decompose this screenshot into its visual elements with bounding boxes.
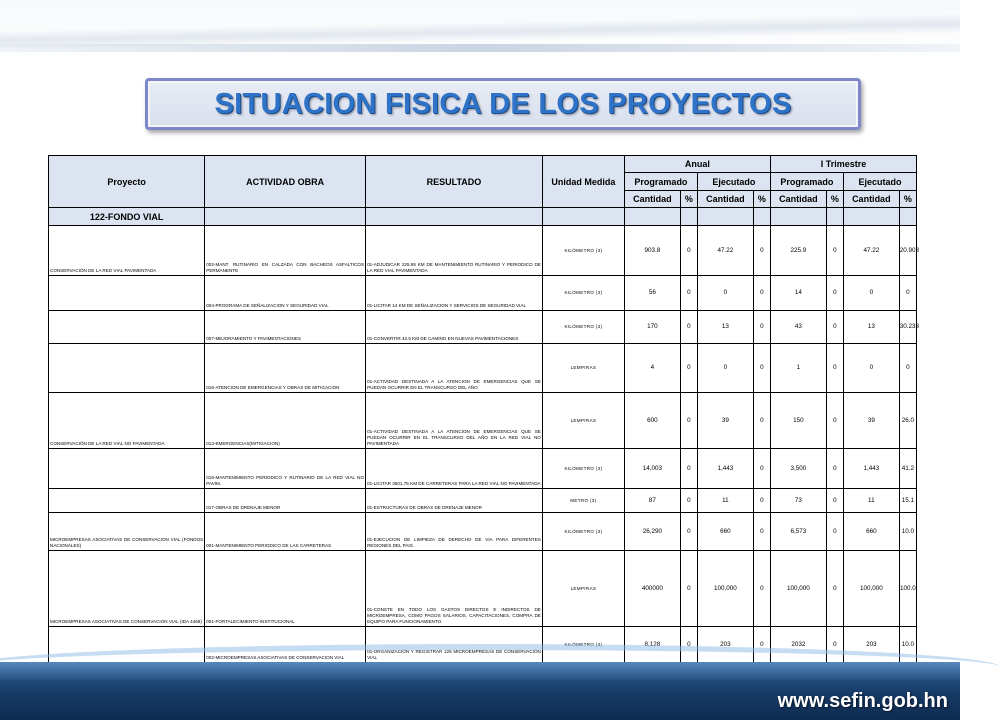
cell-trim-prog-pct: 0 [826,344,843,393]
cell-anual-prog-cantidad: 56 [624,276,680,311]
cell-trim-ejec-pct: 26.0 [899,393,916,449]
header-proyecto: Proyecto [49,156,205,208]
table-row [49,449,917,489]
cell-resultado: 01-ACTIVIDAD DESTINADA A LA ATENCION DE EMERGENCIAS QUE SE PUEDAN OCURRIR EN EL TRANSCURSO DEL AÑO [366,344,543,393]
header-cantidad: Cantidad [770,191,826,208]
cell-anual-prog-cantidad: 600 [624,393,680,449]
cell-unidad: KILÓMETRO (3) [542,627,624,663]
cell-anual-prog-pct: 0 [680,489,697,513]
cell-resultado: 01-ADJUDICAR 225.95 KM DE MANTENIMIENTO RUTINARIO Y PERIODICO DE LA RED VIAL PAVIMENTADA [366,226,543,276]
cell-trim-prog-pct: 0 [826,393,843,449]
cell-trim-ejec-pct: 0 [899,276,916,311]
cell-anual-prog-pct: 0 [680,627,697,663]
cell-trim-ejec-pct: 41.2 [899,449,916,489]
cell-trim-ejec-cantidad: 11 [843,489,899,513]
projects-table [48,155,920,663]
cell-anual-prog-pct: 0 [680,311,697,344]
cell-anual-ejec-cantidad: 11 [697,489,753,513]
table-row [49,226,917,276]
cell-actividad: 016-ATENCION DE EMERGENCIAS Y OBRAS DE MITIGACION [205,344,366,393]
fund-label: 122-FONDO VIAL [49,208,205,226]
cell-unidad: KILÓMETRO (3) [542,311,624,344]
header-anual: Anual [624,156,770,173]
cell-anual-ejec-pct: 0 [753,393,770,449]
header-cantidad: Cantidad [843,191,899,208]
cell-resultado: 01-ORGANIZACIÓN Y REGISTRAR 126 MICROEMPRESAS DE CONSERVACIÓN VIAL [366,627,543,663]
cell-anual-ejec-cantidad: 0 [697,344,753,393]
header-pct: % [899,191,916,208]
cell-trim-ejec-cantidad: 203 [843,627,899,663]
cell-proyecto [49,276,205,311]
cell-trim-prog-cantidad: 100,000 [770,551,826,627]
cell-anual-ejec-cantidad: 13 [697,311,753,344]
header-anual-programado: Programado [624,173,697,191]
header-pct: % [826,191,843,208]
header-trimestre: I Trimestre [770,156,916,173]
table-row [49,276,917,311]
cell-anual-ejec-pct: 0 [753,551,770,627]
cell-trim-ejec-pct: 10.0 [899,627,916,663]
cell-unidad: METRO (3) [542,489,624,513]
cell-trim-prog-cantidad: 3,500 [770,449,826,489]
cell-anual-prog-pct: 0 [680,513,697,551]
header-pct: % [680,191,697,208]
cell-trim-prog-pct: 0 [826,311,843,344]
fund-row [49,208,917,226]
cell-trim-prog-cantidad: 73 [770,489,826,513]
header-cantidad: Cantidad [624,191,680,208]
cell-trim-prog-cantidad: 43 [770,311,826,344]
cell-proyecto [49,489,205,513]
cell-anual-prog-cantidad: 4 [624,344,680,393]
cell-trim-ejec-cantidad: 13 [843,311,899,344]
cell-proyecto [49,311,205,344]
cell-unidad: KILÓMETRO (3) [542,276,624,311]
cell-trim-ejec-cantidad: 1,443 [843,449,899,489]
cell-trim-ejec-cantidad: 0 [843,344,899,393]
cell-actividad: 015-MANTENIMIENTO PERIODICO Y RUTINARIO DE LA RED VIAL NO PAVIM. [205,449,366,489]
cell-trim-ejec-cantidad: 47.22 [843,226,899,276]
table-row [49,393,917,449]
page-title: SITUACION FISICA DE LOS PROYECTOS [214,87,792,120]
cell-unidad: LEMPIRAS [542,393,624,449]
cell-trim-ejec-cantidad: 39 [843,393,899,449]
header-decoration [0,0,960,60]
cell-actividad: 017-OBRAS DE DRENAJE MENOR [205,489,366,513]
table-row [49,513,917,551]
header-trim-programado: Programado [770,173,843,191]
cell-trim-prog-cantidad: 150 [770,393,826,449]
cell-trim-ejec-pct: 20.903 [899,226,916,276]
cell-anual-prog-pct: 0 [680,344,697,393]
cell-resultado: 01-LICITAR 3501.75 KM DE CARRETERAS PARA LA RED VIAL NO PAVIMENTADA [366,449,543,489]
cell-proyecto: CONSERVACIÓN DE LA RED VIAL PAVIMENTADA [49,226,205,276]
cell-proyecto: CONSERVACIÓN DE LA RED VIAL NO PAVIMENTADA [49,393,205,449]
table-row [49,489,917,513]
cell-trim-ejec-cantidad: 660 [843,513,899,551]
cell-trim-prog-cantidad: 2032 [770,627,826,663]
cell-actividad: 007-MEJORAMIENTO Y PAVIMENTACIONES [205,311,366,344]
cell-trim-prog-cantidad: 6,573 [770,513,826,551]
header-resultado: RESULTADO [366,156,543,208]
cell-resultado: 01-LICITAR 14 KM DE SEÑALIZACION Y SERVICIOS DE SEGURIDAD VIAL [366,276,543,311]
cell-trim-prog-pct: 0 [826,449,843,489]
cell-anual-prog-cantidad: 26,290 [624,513,680,551]
cell-resultado: 01-ACTIVIDAD DESTINADA A LA ATENCION DE EMERGENCIAS QUE SE PUEDAN OCURRIR EN EL TRANSCURSO DEL AÑO EN LA RED VIAL NO PAVIMENTADA [366,393,543,449]
cell-proyecto [49,449,205,489]
cell-trim-prog-pct: 0 [826,551,843,627]
cell-unidad: KILÓMETRO (3) [542,226,624,276]
cell-actividad: 004-PROGRAMA DE SEÑALIZACION Y SEGURIDAD VIAL [205,276,366,311]
cell-proyecto: MICROEMPRESAS ASOCIATIVAS DE CONSERVACION VIAL (FONDOS NACIONALES) [49,513,205,551]
header-pct: % [753,191,770,208]
cell-anual-ejec-pct: 0 [753,449,770,489]
cell-anual-prog-cantidad: 170 [624,311,680,344]
footer-gloss [0,662,960,682]
cell-actividad: 001-MANTENIMIENTO PERIODICO DE LAS CARRETERAS [205,513,366,551]
cell-proyecto [49,344,205,393]
cell-trim-ejec-pct: 15.1 [899,489,916,513]
cell-trim-prog-cantidad: 14 [770,276,826,311]
cell-anual-prog-pct: 0 [680,276,697,311]
cell-resultado: 01-CONSTE EN TODO LOS GASTOS DIRECTOS E INDIRECTOS DE MICROEMPRESA, COMO PAGOS SALARIOS, CAPACITACIONES, COMPRA DE EQUIPO PARA FUNCIONAMIENTO. [366,551,543,627]
cell-anual-ejec-cantidad: 47.22 [697,226,753,276]
cell-anual-prog-cantidad: 87 [624,489,680,513]
header-stripe-lower [0,44,960,52]
header-actividad: ACTIVIDAD OBRA [205,156,366,208]
cell-trim-prog-cantidad: 1 [770,344,826,393]
cell-anual-ejec-pct: 0 [753,276,770,311]
cell-unidad: KILÓMETRO (3) [542,449,624,489]
cell-trim-ejec-cantidad: 0 [843,276,899,311]
cell-proyecto: MICROEMPRESAS ASOCIATIVAS DE CONSERVACION VIAL (IDA 4468) [49,551,205,627]
cell-anual-prog-cantidad: 903.8 [624,226,680,276]
cell-anual-ejec-cantidad: 0 [697,276,753,311]
cell-anual-ejec-cantidad: 660 [697,513,753,551]
header-cantidad: Cantidad [697,191,753,208]
cell-actividad: 013-EMERGENCIAS(MITIGACION) [205,393,366,449]
cell-anual-prog-cantidad: 8,128 [624,627,680,663]
table-row [49,311,917,344]
cell-trim-prog-pct: 0 [826,226,843,276]
cell-anual-prog-cantidad: 14,003 [624,449,680,489]
cell-anual-ejec-pct: 0 [753,513,770,551]
cell-resultado: 01-EJECUCION DE LIMPIEZA DE DERECHO DE VIA PARA DIFERENTES REGIONES DEL PAIS. [366,513,543,551]
cell-trim-ejec-pct: 30.233 [899,311,916,344]
cell-anual-ejec-cantidad: 203 [697,627,753,663]
cell-anual-ejec-pct: 0 [753,226,770,276]
cell-anual-ejec-pct: 0 [753,344,770,393]
cell-trim-ejec-pct: 100.0 [899,551,916,627]
cell-anual-prog-pct: 0 [680,551,697,627]
cell-anual-ejec-pct: 0 [753,627,770,663]
cell-anual-ejec-pct: 0 [753,311,770,344]
header-trim-ejecutado: Ejecutado [843,173,916,191]
cell-anual-ejec-pct: 0 [753,489,770,513]
cell-actividad: 002-MANT. RUTINARIO EN CALZADA CON BACHEOS ASFALTICOS PERMANENTE [205,226,366,276]
cell-anual-ejec-cantidad: 1,443 [697,449,753,489]
footer-url[interactable]: www.sefin.gob.hn [777,690,948,712]
cell-trim-ejec-pct: 0 [899,344,916,393]
cell-actividad: 002-MICROEMPRESAS ASOCIATIVAS DE CONSERVACION VIAL [205,627,366,663]
cell-unidad: KILÓMETRO (3) [542,513,624,551]
cell-anual-ejec-cantidad: 100,000 [697,551,753,627]
table-row [49,551,917,627]
cell-trim-ejec-cantidad: 100,000 [843,551,899,627]
cell-anual-prog-pct: 0 [680,226,697,276]
cell-anual-prog-pct: 0 [680,393,697,449]
cell-anual-ejec-cantidad: 39 [697,393,753,449]
cell-trim-prog-pct: 0 [826,276,843,311]
title-banner [145,78,861,130]
cell-resultado: 01-CONVERTIR 42.5 KM DE CAMINO EN NUEVAS PAVIMENTACIONES [366,311,543,344]
cell-trim-prog-pct: 0 [826,627,843,663]
header-anual-ejecutado: Ejecutado [697,173,770,191]
cell-anual-prog-cantidad: 400000 [624,551,680,627]
cell-unidad: LEMPIRAS [542,344,624,393]
table-row [49,344,917,393]
cell-trim-prog-cantidad: 225.9 [770,226,826,276]
cell-resultado: 01-ESTRUCTURAS DE OBRAS DE DRENAJE MENOR [366,489,543,513]
cell-trim-ejec-pct: 10.0 [899,513,916,551]
cell-actividad: 001-FORTALECIMIENTO INSTITUCIONAL [205,551,366,627]
cell-trim-prog-pct: 0 [826,513,843,551]
header-unidad: Unidad Medida [542,156,624,208]
cell-trim-prog-pct: 0 [826,489,843,513]
cell-unidad: LEMPIRAS [542,551,624,627]
cell-anual-prog-pct: 0 [680,449,697,489]
